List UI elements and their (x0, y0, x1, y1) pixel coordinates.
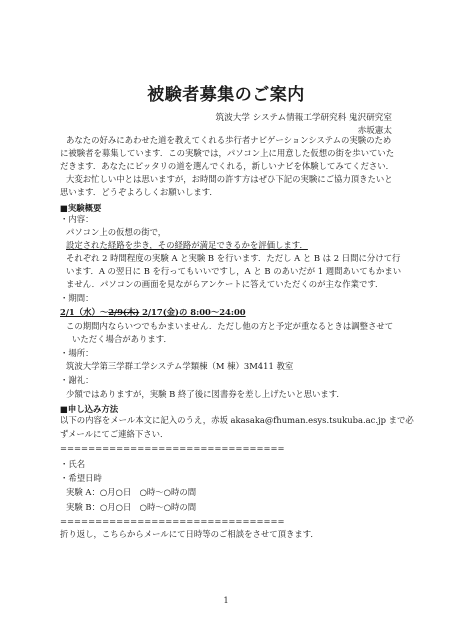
name-item: ・氏名 (60, 459, 86, 469)
period-label: ・期間： (60, 293, 94, 303)
intro-line: に被験者を募集しています．この実験では，パソコン上に用意した仮想の街を歩いていた (60, 148, 395, 158)
content-label: ・内容： (60, 214, 94, 224)
date-a-line: 実験 A：○月○日 ○時～○時の間 (66, 487, 197, 497)
author: 赤坂憲太 (357, 126, 392, 136)
section-heading-apply: ■申し込み方法 (60, 404, 119, 414)
content-line: それぞれ 2 時間程度の実験 A と実験 B を行います．ただし A と B は 2 日間に分けて行 (66, 253, 401, 263)
apply-line: 以下の内容をメール本文に記入のうえ，赤坂 akasaka@fhuman.esys.tsukuba.ac.jp まで必 (60, 415, 414, 425)
closing-text: 折り返し，こちらからメールにて日時等のご相談をさせて頂きます． (60, 529, 319, 539)
period-end: 2/17(金)の 8:00～24:00 (139, 307, 246, 317)
reward-label: ・謝礼： (60, 375, 94, 385)
content-line: パソコン上の仮想の街で， (66, 227, 167, 237)
date-item: ・希望日時 (60, 473, 102, 483)
date-b-line: 実験 B：○月○日 ○時～○時の間 (66, 502, 197, 512)
content-line-underlined: 設定された経路を歩き，その経路が満足できるかを評価します． (66, 240, 308, 250)
place-label: ・場所： (60, 348, 94, 358)
content-line: います．A の翌日に B を行ってもいいですし，A と B のあいだが 1 週間あいてもかまい (66, 266, 402, 276)
period-dates (60, 306, 394, 319)
divider-top: ================================ (60, 443, 285, 453)
page-number: 1 (223, 596, 229, 605)
period-note: この期間内ならいつでもかまいません．ただし他の方と予定が重なるときは調整させて (66, 321, 394, 331)
intro-line: あなたの好みにあわせた道を教えてくれる歩行者ナビゲーションシステムの実験のため (66, 135, 392, 145)
section-heading-overview: ■実験概要 (60, 203, 102, 213)
intro-line: だきます．あなたにピッタリの道を選んでくれる，新しいナビを体験してみてください． (60, 161, 394, 171)
reward-text: 少額ではありますが，実験 B 終了後に図書券を差し上げたいと思います． (66, 389, 345, 399)
page-title: 被験者募集のご案内 (147, 85, 305, 105)
period-note: いただく場合があります． (72, 334, 172, 344)
intro-line: 思います．どうぞよろしくお願いします． (60, 187, 218, 197)
place-text: 筑波大学第三学群工学システム学類棟（M 棟）3M411 教室 (66, 361, 294, 371)
divider-bottom: ================================ (60, 516, 285, 526)
apply-line: ずメールにてご連絡下さい． (60, 429, 169, 439)
affiliation: 筑波大学 システム情報工学研究科 鬼沢研究室 (215, 113, 392, 123)
intro-line: 大変お忙しい中とは思いますが，お時間の許す方はぜひ下記の実験にご協力頂きたいと (66, 174, 393, 184)
content-line: ません．パソコンの画面を見ながらアンケートに答えていただくのが主な作業です． (66, 279, 384, 289)
period-old-end: 2/9(木) (108, 307, 140, 317)
period-start: 2/1（水）～ (60, 307, 109, 317)
